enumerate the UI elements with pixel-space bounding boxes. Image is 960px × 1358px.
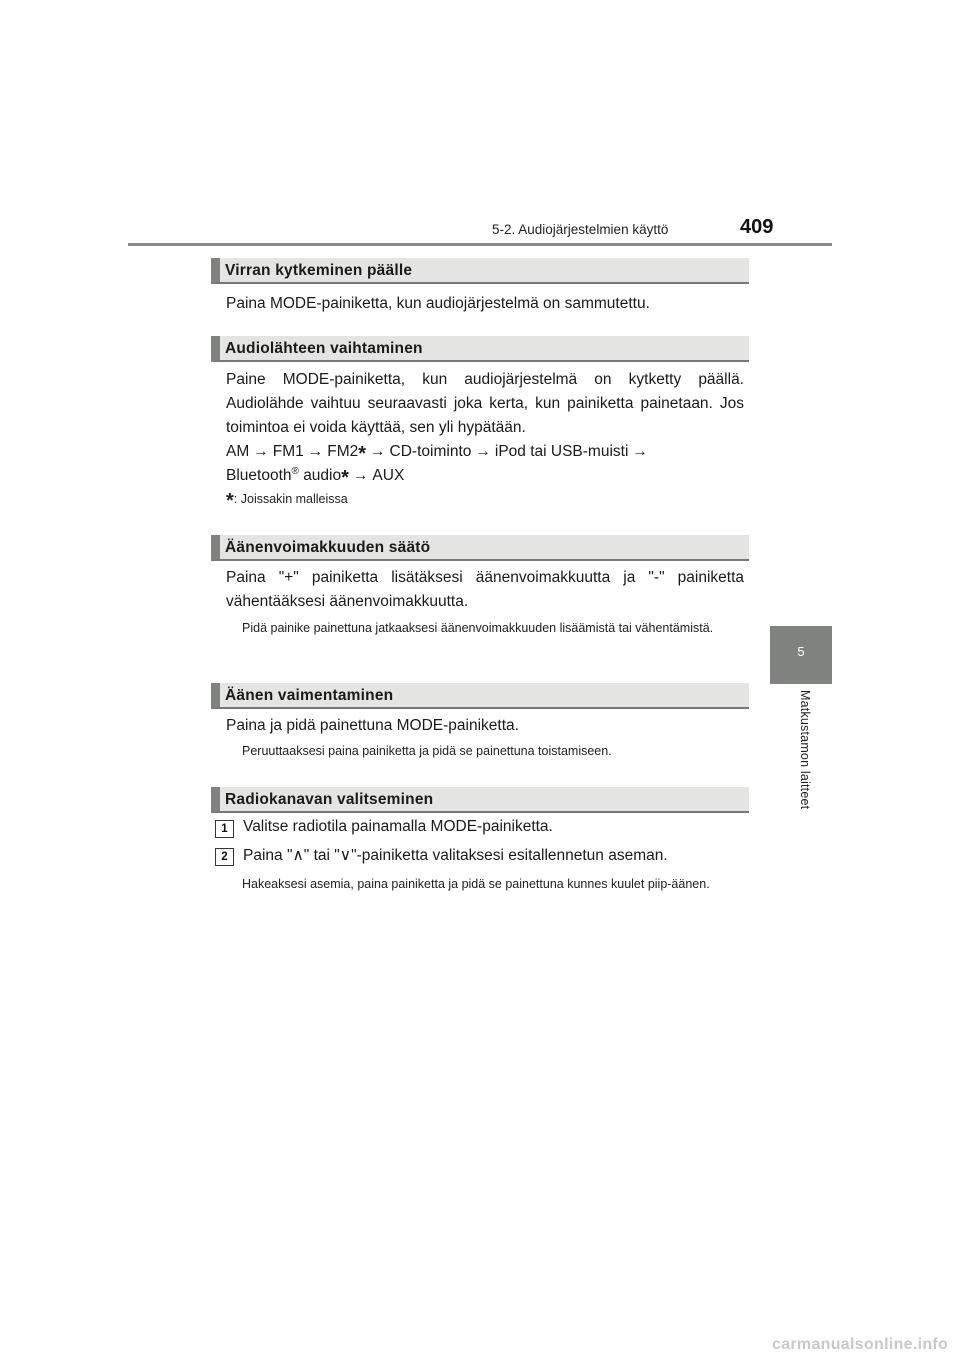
source-sequence-line-1 [226, 440, 744, 464]
seq-aux: AUX [372, 467, 405, 484]
seq-am: AM [226, 443, 250, 460]
volume-text: Paina "+" painiketta lisätäksesi äänenvoimakkuutta ja "-" painiketta vähentääksesi äänenvoimakkuutta. [226, 569, 744, 610]
arrow-icon: → [370, 443, 386, 460]
seq-audio: audio [303, 467, 342, 484]
step-number-1: 1 [215, 820, 234, 838]
radio-note: Hakeaksesi asemia, paina painiketta ja pidä se painettuna kunnes kuulet piip-äänen. [242, 877, 710, 891]
arrow-icon: → [253, 443, 269, 460]
chapter-tab [770, 626, 832, 684]
heading-volume-text: Äänenvoimakkuuden säätö [225, 539, 431, 556]
chapter-number: 5 [797, 644, 805, 659]
arrow-icon: → [475, 443, 491, 460]
arrow-icon: → [632, 443, 648, 460]
seq-bluetooth: Bluetooth [226, 467, 292, 484]
page-number: 409 [740, 216, 774, 238]
asterisk-icon: * [341, 467, 349, 489]
seq-ipod: iPod tai USB-muisti [494, 443, 629, 460]
watermark: carmanualsonline.info [772, 1336, 949, 1353]
asterisk-icon: * [358, 443, 367, 465]
source-sequence-line-2 [226, 464, 744, 488]
heading-source [211, 336, 749, 362]
arrow-icon: → [307, 443, 324, 460]
source-text: Paine MODE-painiketta, kun audiojärjestelmä on kytketty päällä. Audiolähde vaihtuu seuraavasti joka kerta, kun painiketta painetaan. Jos toimintoa ei voida käyttää, sen yli hypätään. [226, 371, 744, 436]
heading-source-text: Audiolähteen vaihtaminen [225, 340, 423, 357]
chapter-label: Matkustamon laitteet [798, 690, 812, 810]
heading-radio-text: Radiokanavan valitseminen [225, 791, 434, 808]
heading-mute-text: Äänen vaimentaminen [225, 687, 394, 704]
heading-power-on [211, 258, 749, 284]
section-title: 5-2. Audiojärjestelmien käyttö [492, 222, 669, 237]
seq-cd: CD-toiminto [389, 443, 472, 460]
mute-note: Peruuttaaksesi paina painiketta ja pidä se painettuna toistamiseen. [242, 744, 612, 758]
heading-mute [211, 683, 749, 709]
heading-volume [211, 535, 749, 561]
header-divider [128, 243, 832, 246]
heading-radio [211, 787, 749, 813]
seq-fm2: FM2 [327, 443, 359, 460]
volume-note: Pidä painike painettuna jatkaaksesi äänenvoimakkuuden lisäämistä tai vähentämistä. [242, 621, 714, 635]
arrow-icon: → [352, 467, 369, 484]
step-number-2: 2 [215, 848, 234, 866]
mute-text: Paina ja pidä painettuna MODE-painiketta. [226, 717, 519, 734]
registered-mark: ® [291, 465, 299, 477]
step-text-2: Paina "∧" tai "∨"-painiketta valitaksesi esitallennetun aseman. [243, 847, 668, 864]
seq-fm1: FM1 [272, 443, 304, 460]
footnote [226, 490, 348, 512]
footnote-text: : Joissakin malleissa [233, 492, 348, 506]
power-on-text: Paina MODE-painiketta, kun audiojärjestelmä on sammutettu. [226, 295, 650, 312]
heading-power-on-text: Virran kytkeminen päälle [225, 262, 413, 279]
step-text-1: Valitse radiotila painamalla MODE-painiketta. [243, 818, 553, 835]
asterisk-icon: * [226, 490, 234, 512]
